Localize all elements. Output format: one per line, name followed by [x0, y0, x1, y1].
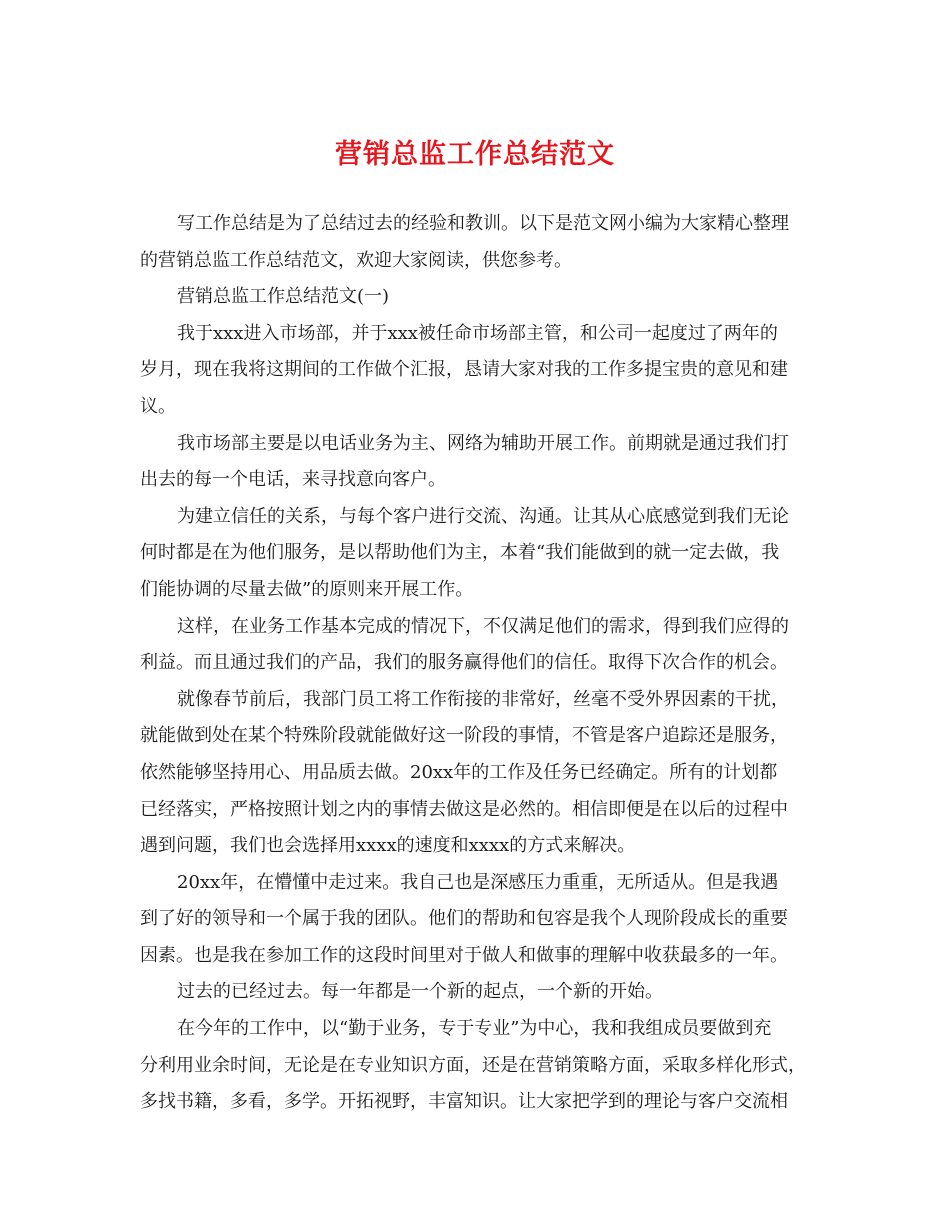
text-line: 到了好的领导和一个属于我的团队。他们的帮助和包容是我个人现阶段成长的重要 — [140, 908, 788, 930]
text-line: 遇到问题，我们也会选择用xxxx的速度和xxxx的方式来解决。 — [140, 835, 636, 857]
text-line: 我市场部主要是以电话业务为主、网络为辅助开展工作。前期就是通过我们打 — [177, 432, 789, 454]
text-line: 的营销总监工作总结范文，欢迎大家阅读，供您参考。 — [140, 249, 572, 271]
text-line: 们能协调的尽量去做”的原则来开展工作。 — [140, 578, 474, 600]
text-line: 为建立信任的关系，与每个客户进行交流、沟通。让其从心底感觉到我们无论 — [177, 505, 789, 527]
text-line: 岁月，现在我将这期间的工作做个汇报，恳请大家对我的工作多提宝贵的意见和建 — [140, 359, 788, 381]
text-line: 就像春节前后，我部门员工将工作衔接的非常好，丝毫不受外界因素的干扰， — [177, 688, 789, 710]
text-line: 已经落实，严格按照计划之内的事情去做这是必然的。相信即便是在以后的过程中 — [140, 798, 788, 820]
document-body — [140, 206, 820, 1121]
text-line: 我于xxx进入市场部，并于xxx被任命市场部主管，和公司一起度过了两年的 — [177, 322, 778, 344]
text-line: 分利用业余时间，无论是在专业知识方面，还是在营销策略方面，采取多样化形式， — [140, 1054, 806, 1076]
text-line: 出去的每一个电话，来寻找意向客户。 — [140, 469, 446, 491]
text-line: 因素。也是我在参加工作的这段时间里对于做人和做事的理解中收获最多的一年。 — [140, 944, 788, 966]
text-line: 写工作总结是为了总结过去的经验和教训。以下是范文网小编为大家精心整理 — [177, 213, 789, 234]
text-line: 这样，在业务工作基本完成的情况下，不仅满足他们的需求，得到我们应得的 — [177, 615, 789, 637]
text-line: 多找书籍，多看，多学。开拓视野，丰富知识。让大家把学到的理论与客户交流相 — [140, 1091, 788, 1113]
document-title: 营销总监工作总结范文 — [335, 139, 615, 170]
text-line: 依然能够坚持用心、用品质去做。20xx年的工作及任务已经确定。所有的计划都 — [140, 761, 778, 783]
text-line: 何时都是在为他们服务，是以帮助他们为主，本着“我们能做到的就一定去做，我 — [140, 542, 780, 564]
text-line: 在今年的工作中，以“勤于业务，专于专业”为中心，我和我组成员要做到充 — [177, 1018, 772, 1040]
text-line: 20xx年，在懵懂中走过来。我自己也是深感压力重重，无所适从。但是我遇 — [177, 871, 779, 893]
text-line: 营销总监工作总结范文(一) — [177, 286, 390, 308]
text-line: 就能做到处在某个特殊阶段就能做好这一阶段的事情，不管是客户追踪还是服务， — [140, 725, 788, 747]
text-line: 议。 — [140, 395, 176, 417]
text-line: 过去的已经过去。每一年都是一个新的起点，一个新的开始。 — [177, 981, 663, 1003]
text-line: 利益。而且通过我们的产品，我们的服务赢得他们的信任。取得下次合作的机会。 — [140, 652, 788, 674]
